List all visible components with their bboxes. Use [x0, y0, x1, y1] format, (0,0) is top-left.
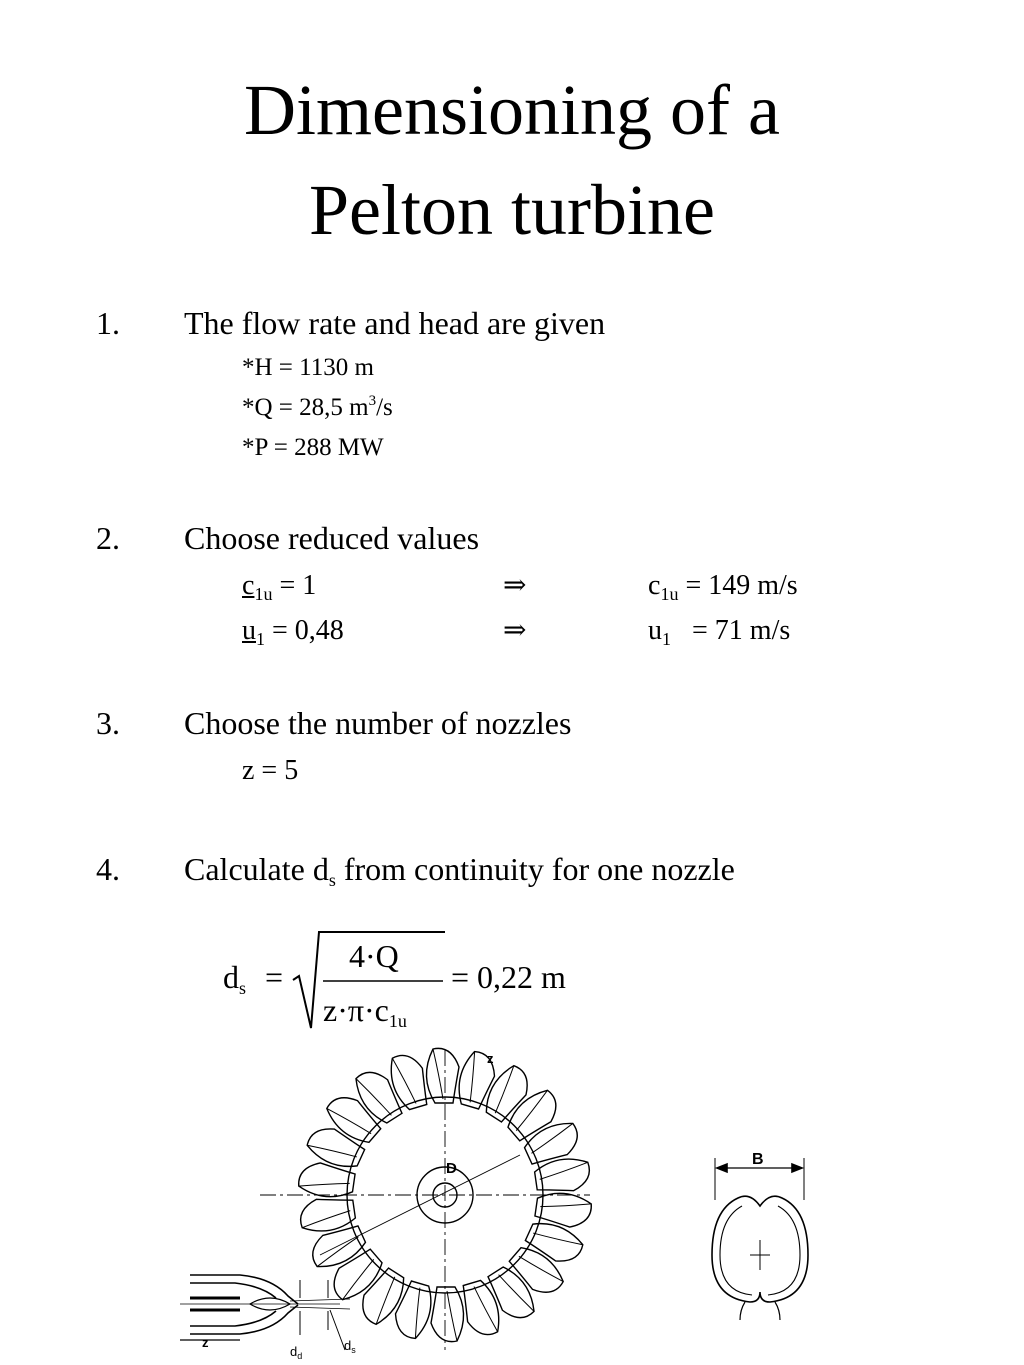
given-head: *H = 1130 m [242, 354, 374, 381]
result-c1u: $c_{1u} = 149$ m/s [648, 570, 798, 604]
formula-numerator: 4·Q [349, 938, 399, 974]
step-text: Choose the number of nozzles [184, 705, 572, 741]
page-title [0, 60, 1024, 260]
step-number: 1. [96, 305, 120, 341]
step-text: The flow rate and head are given [184, 305, 606, 341]
bucket [354, 1265, 411, 1329]
step-text: Choose reduced values [184, 520, 480, 556]
title-line-2: Pelton turbine [309, 170, 715, 250]
step-2 [96, 518, 479, 558]
reduced-c1u: $c_{1u} = 1$ [242, 570, 317, 604]
step-1 [96, 303, 605, 343]
label-D: D [446, 1160, 457, 1177]
bucket [523, 1216, 586, 1268]
label-B: B [752, 1151, 764, 1168]
formula-equals: = [265, 959, 284, 995]
step-4: 4. Calculate $d_s$ from continuity for one nozzle [96, 851, 735, 890]
nozzle-count: z = 5 [242, 755, 299, 786]
bucket [304, 1121, 367, 1173]
bucket [457, 1278, 504, 1340]
bucket-section [712, 1158, 808, 1320]
bucket [426, 1048, 459, 1103]
implies-arrow: ⇒ [503, 570, 527, 601]
bucket [390, 1279, 437, 1341]
reduced-u1: $u_1 = 0,48$ [242, 615, 344, 649]
formula-denominator: $z\cdot\pi\cdot c_{1u}$ [323, 992, 407, 1031]
runner-wheel [260, 1048, 593, 1350]
given-flow: *Q = 28,5 $m^3/s$ [242, 393, 393, 421]
implies-arrow: ⇒ [503, 615, 527, 646]
result-u1: $u_1 = 71$ m/s [648, 615, 791, 649]
step-number: 3. [96, 705, 120, 741]
label-dd: $d_d$ [290, 1344, 303, 1361]
step-3 [96, 703, 571, 743]
label-z-top: z [487, 1051, 494, 1066]
step-number: 2. [96, 520, 120, 556]
label-ds: $d_s$ [344, 1338, 356, 1355]
nozzle-diameter-formula [215, 920, 635, 1040]
title-line-1: Dimensioning of a [244, 70, 780, 150]
bucket [479, 1062, 536, 1126]
step-number: 4. [96, 851, 120, 887]
bucket [431, 1287, 464, 1342]
pelton-wheel-diagram [180, 1040, 860, 1365]
given-power: *P = 288 MW [242, 434, 384, 461]
formula-rhs: = 0,22 m [451, 959, 566, 995]
formula-lhs: $d_s$ [223, 959, 247, 998]
bucket [386, 1050, 433, 1112]
label-z-nozzle: z [202, 1335, 209, 1350]
